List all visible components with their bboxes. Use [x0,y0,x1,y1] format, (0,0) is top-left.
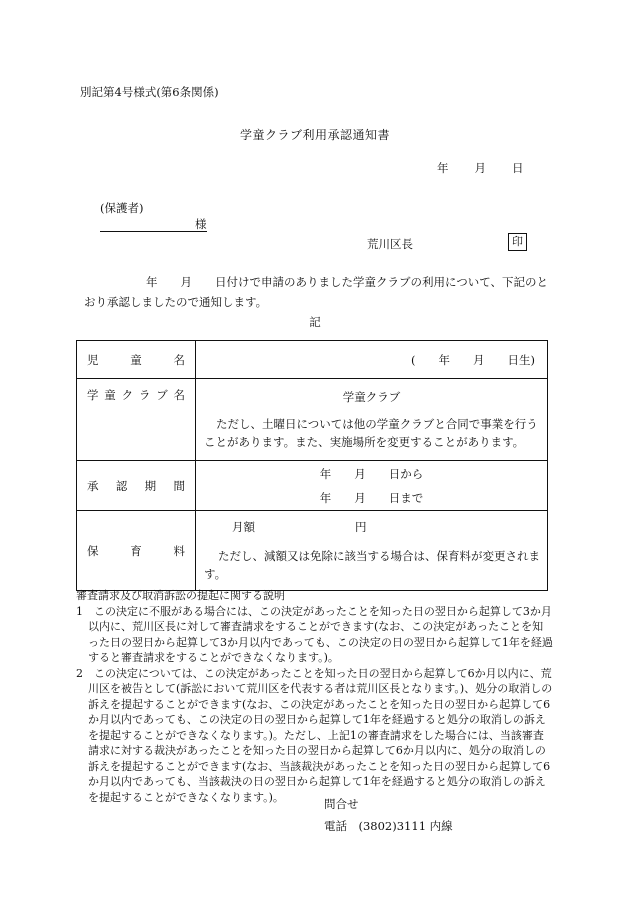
child-label: 児童名 [77,341,196,379]
period-label: 承認期間 [77,461,196,511]
name-underline [100,231,207,232]
honorific: 様 [195,217,207,231]
club-label: 学童クラブ名 [77,379,196,461]
date-year: 年 [437,161,449,175]
intro-paragraph [84,272,554,312]
fee-monthly: 月額 [232,519,255,534]
intro-text: 年 月 日付けで申請のありました学童クラブの利用について、下記のとおり承認しましたので通知します。 [84,275,549,309]
period-to: 年 月 日まで [319,490,424,505]
approval-table [76,340,548,591]
issue-date [437,160,524,176]
fee-cell [196,511,548,591]
club-cell [196,379,548,461]
mayor-name: 荒川区長 [367,237,413,251]
table-row [77,461,548,511]
table-row [77,511,548,591]
explanation-item-1: 1 この決定に不服がある場合には、この決定があったことを知った日の翌日から起算して3か月以内に、荒川区長に対して審査請求をすることができます(なお、この決定があったことを知った日の翌日から起算して3か月以内であっても、この決定の日の翌日から起算して1年を経過すると審査請求をすることができなくなります。)。 [76,604,553,664]
ki-heading: 記 [309,315,321,329]
child-birth: ( 年 月 日生) [196,341,548,379]
period-from: 年 月 日から [319,466,424,481]
club-note [196,415,547,451]
explanation-heading: 審査請求及び取消訴訟の提起に関する説明 [76,589,285,602]
club-value: 学童クラブ [342,390,401,404]
seal-mark: 印 [508,233,527,251]
fee-note [196,547,547,583]
fee-note-text: ただし、減額又は免除に該当する場合は、保育料が変更されます。 [204,548,540,581]
contact-heading: 問合せ [324,797,359,811]
fee-label: 保育料 [77,511,196,591]
club-note-text: ただし、土曜日については他の学童クラブと合同で事業を行うことがあります。また、実施場所を変更することがあります。 [204,417,538,449]
table-row [77,379,548,461]
fee-yen: 円 [355,519,367,534]
date-day: 日 [512,161,524,175]
fee-amount [196,519,547,535]
guardian-label: (保護者) [100,201,144,215]
table-row [77,341,548,379]
contact-phone: 電話 (3802)3111 内線 [324,819,453,833]
period-cell [196,461,548,511]
document-title: 学童クラブ利用承認通知書 [239,128,390,142]
explanation-item-2: 2 この決定については、この決定があったことを知った日の翌日から起算して6か月以内に、荒川区を被告として(訴訟において荒川区を代表する者は荒川区長となります。)、処分の取消しの訴えを提起することができます(なお、この決定があったことを知った日の翌日から起算して6か月以内であっても、この決定の日の翌日から起算して1年を経過すると処分の取消しの訴えを提起することができなくなります。)。ただし、上記1の審査請求をした場合には、当該審査請求に対する裁決があったことを知った日の翌日から起算して6か月以内に、処分の取消しの訴えを提起することができます(なお、当該裁決があったことを知った日の翌日から起算して6か月以内であっても、当該裁決の日の翌日から起算して1年を経過すると処分の取消しの訴えを提起することができなくなります。)。 [76,666,553,804]
date-month: 月 [474,161,486,175]
form-id: 別記第4号様式(第6条関係) [80,85,219,99]
explanation-section [76,588,554,805]
